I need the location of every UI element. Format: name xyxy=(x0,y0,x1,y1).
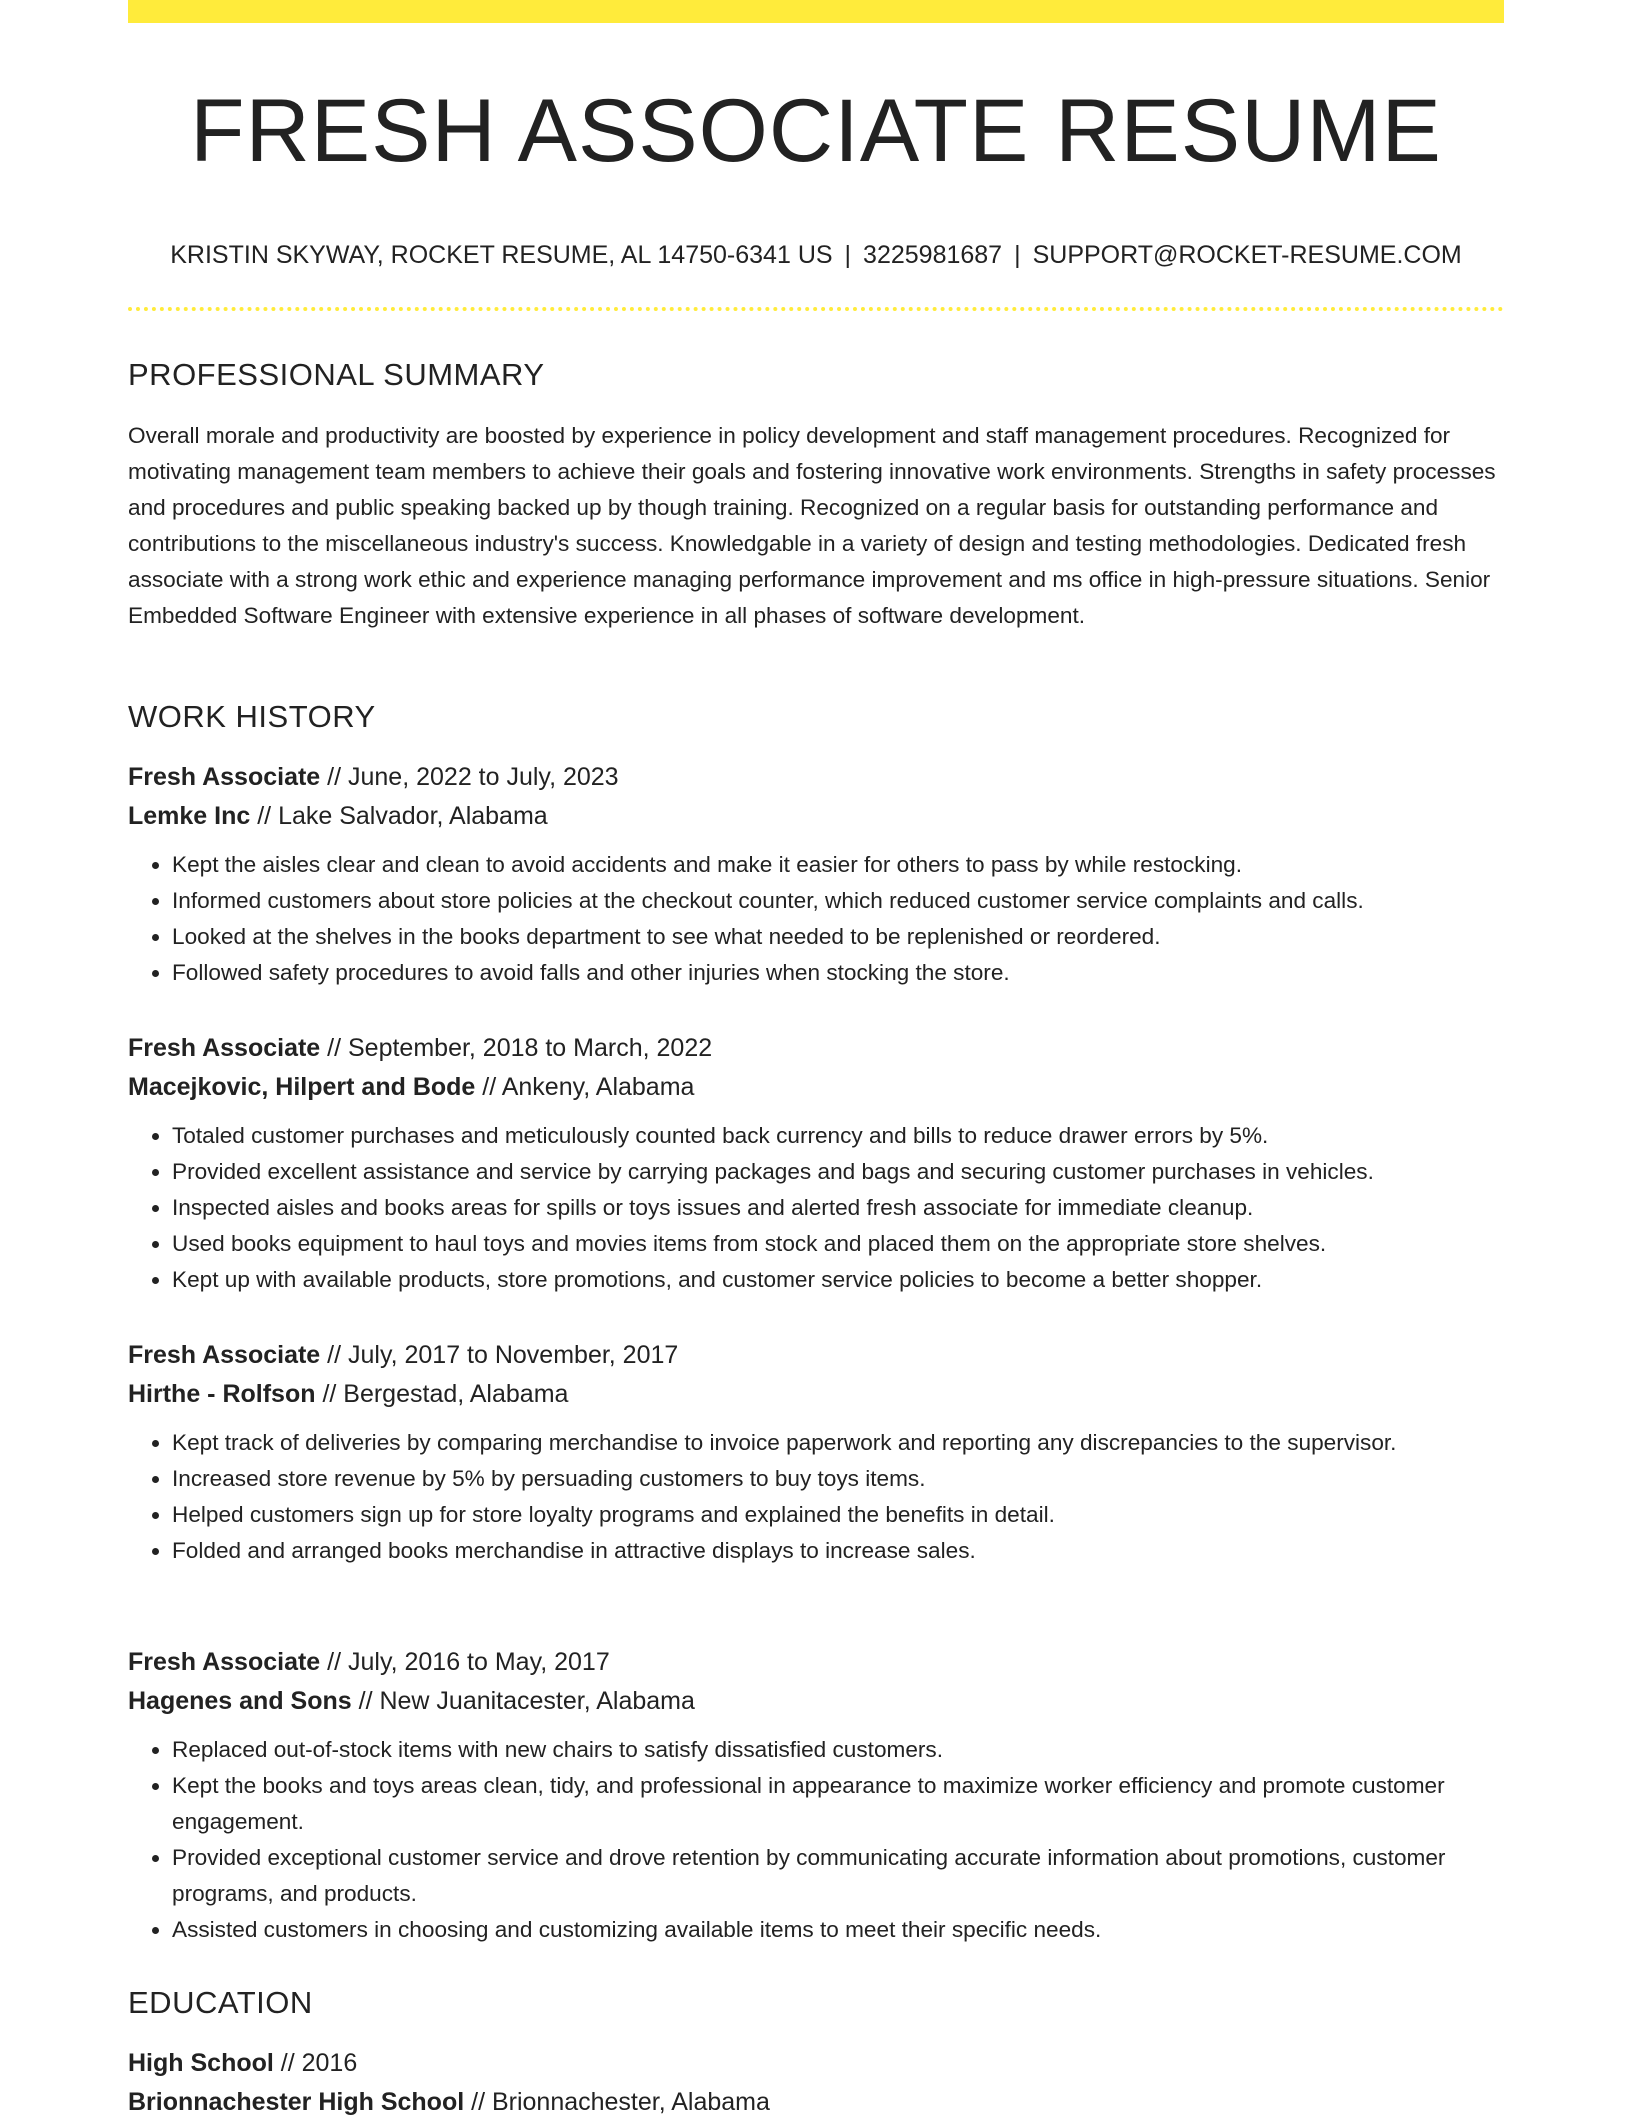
contact-separator: | xyxy=(844,241,852,269)
job-bullet: • Helped customers sign up for store loyalty programs and explained the benefits in detail. xyxy=(172,1497,1504,1533)
resume-title: FRESH ASSOCIATE RESUME xyxy=(190,80,1442,180)
job-dates: // July, 2017 to November, 2017 xyxy=(320,1341,679,1369)
contact-phone: 3225981687 xyxy=(863,241,1003,269)
job-bullet: • Looked at the shelves in the books department to see what needed to be replenished or reordered. xyxy=(172,919,1504,955)
job-title-line xyxy=(128,1643,1504,1682)
job-location: // Lake Salvador, Alabama xyxy=(250,802,548,830)
education-heading: EDUCATION xyxy=(128,1985,313,2020)
job-title-line xyxy=(128,1029,1504,1068)
education-entry xyxy=(128,2044,1504,2122)
job-company: Macejkovic, Hilpert and Bode xyxy=(128,1073,476,1101)
job-location: // Ankeny, Alabama xyxy=(475,1073,695,1101)
job-title: Fresh Associate xyxy=(128,1648,321,1676)
job-entry xyxy=(128,758,1504,991)
job-company-line xyxy=(128,1068,1504,1107)
job-bullet: • Totaled customer purchases and meticulously counted back currency and bills to reduce drawer errors by 5%. xyxy=(172,1118,1504,1154)
summary-text: Overall morale and productivity are boosted by experience in policy development and staff management procedures. Recognized for motivating management team members to achieve their goals and fostering innovative work environments. Strengths in safety processes and procedures and public speaking backed up by though training. Recognized on a regular basis for outstanding performance and contributions to the miscellaneous industry's success. Knowledgable in a variety of design and testing methodologies. Dedicated fresh associate with a strong work ethic and experience managing performance improvement and ms office in high-pressure situations. Senior Embedded Software Engineer with extensive experience in all phases of software development. xyxy=(128,423,1496,628)
job-bullet: • Inspected aisles and books areas for spills or toys issues and alerted fresh associate for immediate cleanup. xyxy=(172,1190,1504,1226)
job-bullet: • Increased store revenue by 5% by persuading customers to buy toys items. xyxy=(172,1461,1504,1497)
job-bullets xyxy=(128,1425,1504,1569)
job-title: Fresh Associate xyxy=(128,1034,321,1062)
job-title: Fresh Associate xyxy=(128,763,321,791)
job-bullet: • Used books equipment to haul toys and movies items from stock and placed them on the appropriate store shelves. xyxy=(172,1226,1504,1262)
education-degree-line xyxy=(128,2044,1504,2083)
job-bullet: • Provided exceptional customer service and drove retention by communicating accurate information about promotions, customer programs, and products. xyxy=(172,1840,1504,1912)
top-accent-bar xyxy=(128,0,1504,23)
education-school-line xyxy=(128,2083,1504,2122)
job-bullets xyxy=(128,1732,1504,1948)
contact-line xyxy=(128,238,1504,272)
job-bullet: • Kept up with available products, store promotions, and customer service policies to become a better shopper. xyxy=(172,1262,1504,1298)
contact-email: SUPPORT@ROCKET-RESUME.COM xyxy=(1032,241,1462,269)
job-bullet: • Kept track of deliveries by comparing merchandise to invoice paperwork and reporting any discrepancies to the supervisor. xyxy=(172,1425,1504,1461)
job-company-line xyxy=(128,1682,1504,1721)
dotted-divider xyxy=(128,307,1504,311)
job-dates: // September, 2018 to March, 2022 xyxy=(320,1034,713,1062)
job-title-line xyxy=(128,758,1504,797)
summary-heading: PROFESSIONAL SUMMARY xyxy=(128,357,545,392)
job-bullet: • Kept the aisles clear and clean to avoid accidents and make it easier for others to pass by while restocking. xyxy=(172,847,1504,883)
job-bullets xyxy=(128,847,1504,991)
job-bullet: • Assisted customers in choosing and customizing available items to meet their specific needs. xyxy=(172,1912,1504,1948)
job-company: Hirthe - Rolfson xyxy=(128,1380,316,1408)
job-bullets xyxy=(128,1118,1504,1298)
job-dates: // July, 2016 to May, 2017 xyxy=(320,1648,610,1676)
education-school: Brionnachester High School xyxy=(128,2088,465,2116)
job-location: // New Juanitacester, Alabama xyxy=(351,1687,695,1715)
job-company: Hagenes and Sons xyxy=(128,1687,352,1715)
education-degree: High School xyxy=(128,2049,274,2077)
job-entry xyxy=(128,1643,1504,1948)
job-bullet: • Replaced out-of-stock items with new chairs to satisfy dissatisfied customers. xyxy=(172,1732,1504,1768)
work-history-heading: WORK HISTORY xyxy=(128,699,376,734)
job-company: Lemke Inc xyxy=(128,802,251,830)
contact-address: KRISTIN SKYWAY, ROCKET RESUME, AL 14750-6341 US xyxy=(170,241,833,269)
job-title: Fresh Associate xyxy=(128,1341,321,1369)
job-location: // Bergestad, Alabama xyxy=(315,1380,569,1408)
education-location: // Brionnachester, Alabama xyxy=(464,2088,770,2116)
job-entry xyxy=(128,1029,1504,1298)
job-bullet: • Kept the books and toys areas clean, tidy, and professional in appearance to maximize worker efficiency and promote customer engagement. xyxy=(172,1768,1504,1840)
job-company-line xyxy=(128,797,1504,836)
job-dates: // June, 2022 to July, 2023 xyxy=(320,763,619,791)
contact-separator: | xyxy=(1014,241,1021,269)
education-year: // 2016 xyxy=(273,2049,358,2077)
job-bullet: • Provided excellent assistance and service by carrying packages and bags and securing customer purchases in vehicles. xyxy=(172,1154,1504,1190)
job-company-line xyxy=(128,1375,1504,1414)
job-bullet: • Folded and arranged books merchandise in attractive displays to increase sales. xyxy=(172,1533,1504,1569)
job-entry xyxy=(128,1336,1504,1569)
job-bullet: • Followed safety procedures to avoid falls and other injuries when stocking the store. xyxy=(172,955,1504,991)
job-title-line xyxy=(128,1336,1504,1375)
job-bullet: • Informed customers about store policies at the checkout counter, which reduced customer service complaints and calls. xyxy=(172,883,1504,919)
